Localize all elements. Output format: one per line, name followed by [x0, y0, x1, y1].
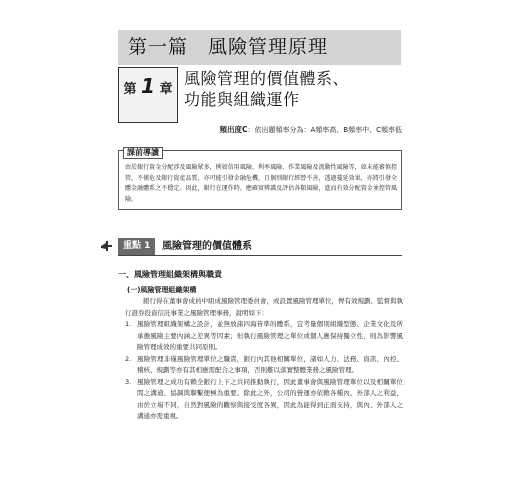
frequency-note [220, 124, 403, 135]
list-item-text: 風險管理非僅風險管理單位之職責，銀行內其他相關單位，諸如人力、法務、資訊、內控、稽核、規劃等亦有其相應需配合之事項，否則難以落實整體業務之風險管理。 [137, 354, 403, 374]
chapter-number: 1 [141, 74, 155, 98]
section-heading-2: (一)風險管理組織架構 [127, 286, 197, 294]
frequency-label: 頻出度C [219, 125, 248, 134]
section-body [125, 296, 403, 423]
pointing-hand-icon [100, 239, 113, 253]
intro-box [118, 150, 402, 210]
intro-paragraph: 銀行得在董事會成員中組成風險管理委員會，或設置風險管理單位，俾有效規劃、監督與執行證券投資信託事業之風險管理事務，說明如下： [125, 297, 403, 317]
focus-heading [100, 238, 402, 256]
chapter-header [118, 67, 401, 123]
focus-underline [118, 255, 402, 256]
section-heading-1: 一、風險管理組織架構與職責 [118, 270, 222, 279]
chapter-title-line-2: 功能與組織運作 [184, 90, 300, 109]
list-item-number: 3. [125, 377, 132, 386]
part-title: 第一篇 風險管理原理 [118, 30, 401, 65]
list-item-text: 風險管理組織架構之設計，並無放諸四海皆準的體系，宜考量個別組織型態、企業文化及所承擔風險主要內涵之差異等因素；但執行風險管理之單位或個人應保持獨立性，則為影響風險管理成效的重要共同原則。 [137, 320, 403, 351]
focus-badge: 重點 1 [118, 238, 155, 255]
list-item-number: 1. [125, 320, 132, 328]
focus-title: 風險管理的價值體系 [162, 241, 252, 252]
intro-heading: 課前導讀 [123, 147, 163, 159]
list-item-number: 2. [125, 354, 132, 363]
frequency-text: ：依出題頻率分為：A頻率高、B頻率中、C頻率低 [247, 126, 402, 134]
list-item-text: 風險管理之成功有賴全銀行上下之共同推動執行，因此董事會與風險管理單位以及相關單位間之溝通、協調與聯繫便極為重要。除此之外，公司的營運亦依賴各種內、外部人之利益，由於立場不同，自然對風險的觀察與接受度各異，因此為能得到正面支持，與內、外部人之溝通亦需重視。 [137, 377, 403, 420]
chapter-number-box [118, 67, 178, 123]
list-item [125, 377, 403, 423]
intro-text: 由於銀行資金分配涉及風險眾多，例如信用風險、利率風險、作業風險及流動性風險等，如未能審慎控管，不僅危及銀行資產品質，亦可能引發金融危機，且個別銀行經營不善，透過蔓延效果，亦將引發全體金融體系之不穩定。因此，銀行在運作時，應確實辨識及評估各類風險，進而有效分配資金並控管風險。 [125, 164, 397, 203]
chapter-title-line-1: 風險管理的價值體系、 [184, 69, 350, 88]
chapter-label-prefix: 第 [123, 82, 137, 97]
chapter-label-suffix: 章 [159, 82, 173, 97]
list-item [125, 319, 403, 354]
list-item [125, 354, 403, 377]
chapter-title [184, 68, 402, 110]
